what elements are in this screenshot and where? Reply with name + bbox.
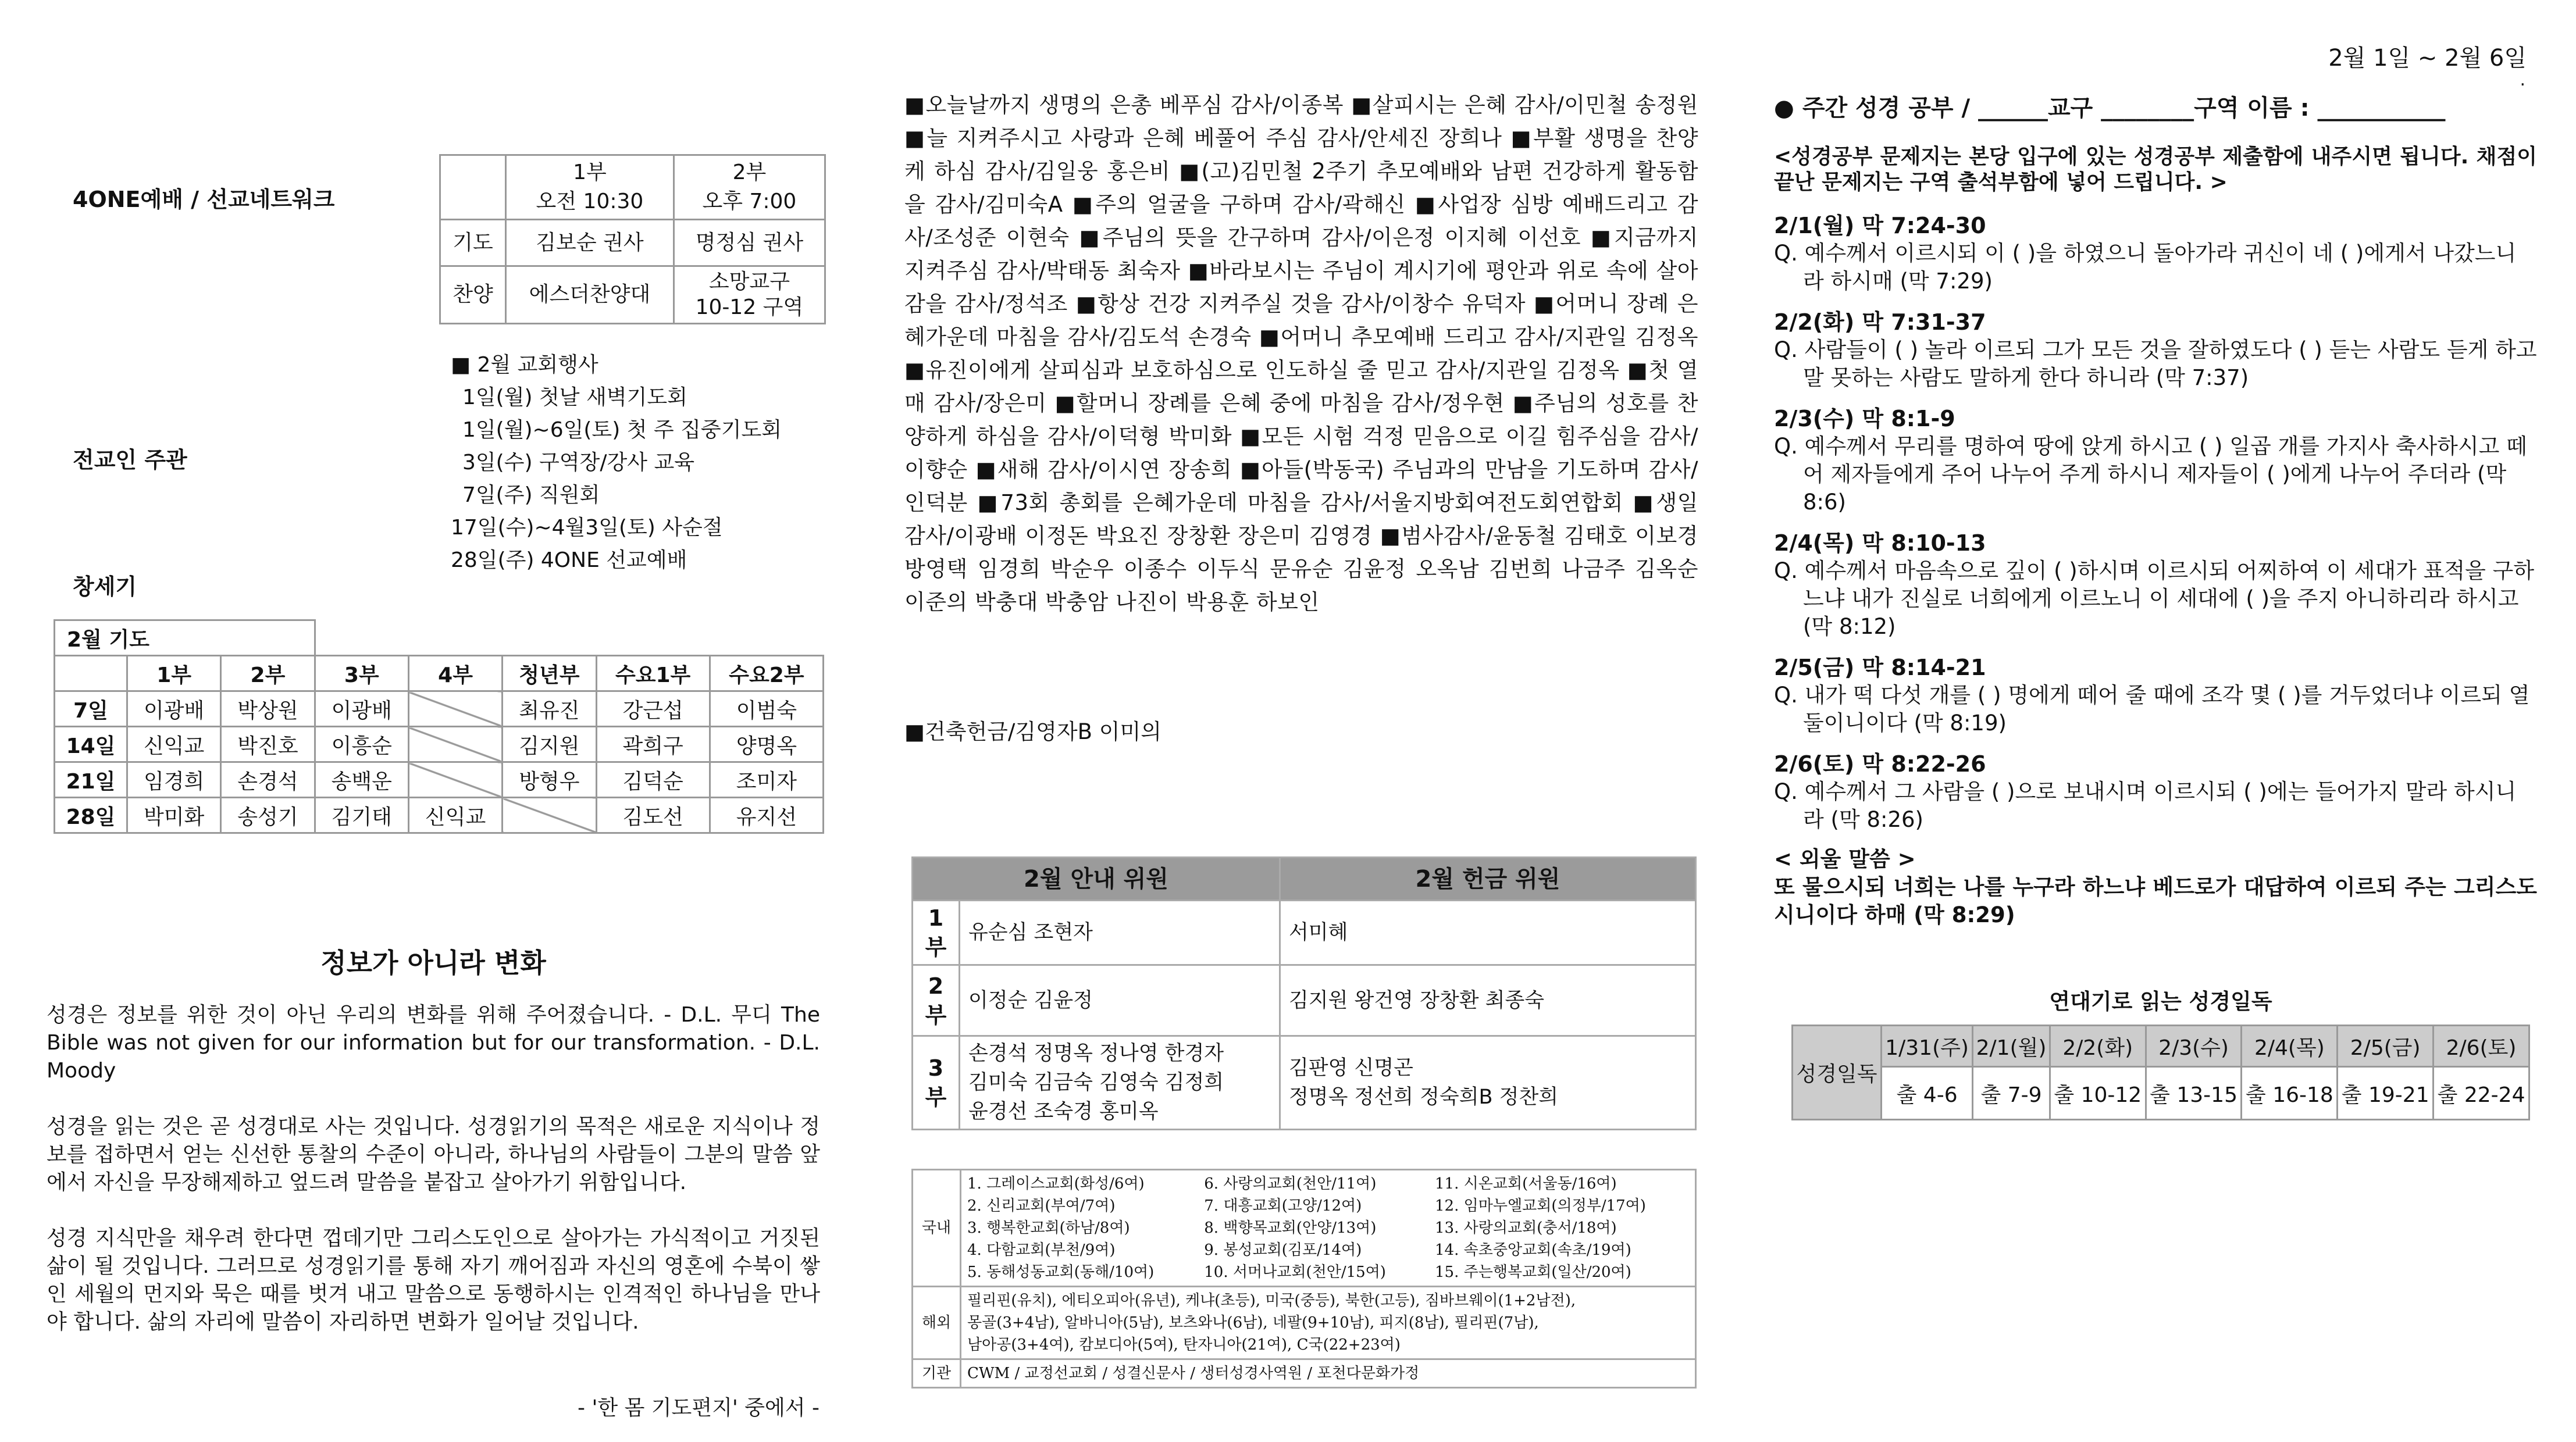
church-item: 12. 임마누엘교회(의정부/17여): [1435, 1197, 1646, 1215]
schedule-corner: [440, 155, 506, 220]
committee-guide-cell: [960, 965, 1280, 1036]
committee-names: 윤경선 조숙경 홍미옥: [968, 1100, 1159, 1123]
org-label: 기관: [913, 1359, 961, 1388]
reading-value: 출 7-9: [1973, 1067, 2050, 1120]
event-item: 28일(주) 4ONE 선교예배: [451, 548, 687, 572]
prayer-header: 청년부: [503, 656, 596, 691]
reading-value: 출 22-24: [2434, 1067, 2529, 1120]
prayer-cell: 박미화: [127, 798, 221, 833]
prayer-cell-empty: [408, 691, 502, 727]
label-4one-worship: 4ONE예배 / 선교네트워크: [73, 187, 335, 212]
essay-paragraph: 성경 지식만을 채우려 한다면 껍데기만 그리스도인으로 살아가는 가식적이고 거짓된 삶이 될 것입니다. 그러므로 성경읽기를 통해 자기 깨어짐과 자신의 영혼에 수북이 쌓인 세월의 먼지와 묵은 때를 벗겨 내고 말씀으로 동행하시는 인격적인 하나님을 만나야 합니다. 삶의 자리에 말씀이 자리하면 변화가 일어날 것입니다.: [47, 1226, 820, 1334]
committee-guide-cell: [960, 901, 1280, 965]
study-question-block: [1774, 529, 2537, 641]
committee-names: 이정순 김윤정: [968, 988, 1093, 1012]
reading-date: 2/6(토): [2434, 1026, 2529, 1067]
reading-date: 2/5(금): [2338, 1026, 2434, 1067]
committee-names: 김미숙 김금숙 김영숙 김정희: [968, 1071, 1224, 1094]
prayer-date: 28일: [55, 798, 127, 833]
committee-offering-cell: [1280, 1036, 1696, 1130]
prayer-cell: 김덕순: [596, 762, 710, 798]
schedule-col2-line1: 2부: [732, 160, 767, 184]
essay-paragraph: 성경은 정보를 위한 것이 아닌 우리의 변화를 위해 주어졌습니다. - D.L. 무디 The Bible was not given for our information but for our transformation. - D.L. Moody: [47, 1003, 820, 1083]
prayer-header: 1부: [127, 656, 221, 691]
schedule-col1-line2: 오전 10:30: [536, 190, 644, 213]
prayer-cell: 박진호: [221, 727, 315, 762]
committee-names: 손경석 정명옥 정나영 한경자: [968, 1042, 1224, 1065]
study-question-text: Q. 내가 떡 다섯 개를 ( ) 명에게 떼어 줄 때에 조각 몇 ( )를 거두었더냐 이르되 열둘이니이다 (막 8:19): [1774, 683, 2530, 736]
reading-date: 2/2(화): [2050, 1026, 2146, 1067]
prayer-row: [55, 762, 824, 798]
study-question-block: [1774, 405, 2537, 516]
prayer-cell: 박상원: [221, 691, 315, 727]
events-title: ■ 2월 교회행사: [451, 353, 598, 377]
essay-title: 정보가 아니라 변화: [320, 947, 546, 979]
church-item: 8. 백향목교회(안양/13여): [1204, 1219, 1377, 1237]
prayer-cell: 송성기: [221, 798, 315, 833]
study-question-block: [1774, 212, 2537, 295]
church-item: 10. 서머나교회(천안/15여): [1204, 1263, 1386, 1281]
church-item: 9. 봉성교회(김포/14여): [1204, 1241, 1362, 1259]
study-question-block: [1774, 750, 2537, 834]
prayer-date: 14일: [55, 727, 127, 762]
thanksgiving-offering-list: ■오늘날까지 생명의 은총 베푸심 감사/이종복 ■살피시는 은혜 감사/이민철 송정원 ■늘 지켜주시고 사랑과 은혜 베풀어 주심 감사/안세진 장희나 ■부활 생명을 찬양케 하심 감사/김일웅 홍은비 ■(고)김민철 2주기 추모예배와 남편 건강하게 활동함을 감사/김미숙A ■주의 얼굴을 구하며 감사/곽해신 ■사업장 심방 예배드리고 감사/조성준 이현숙 ■주님의 뜻을 간구하며 감사/이은정 이지혜 이선호 ■지금까지 지켜주심 감사/박태동 최숙자 ■바라보시는 주님이 계시기에 평안과 위로 속에 살아감을 감사/정석조 ■항상 건강 지켜주실 것을 감사/이창수 유덕자 ■어머니 장례 은혜가운데 마침을 감사/김도석 손경숙 ■어머니 추모예배 드리고 감사/지관일 김정옥 ■유진이에게 살피심과 보호하심으로 인도하실 줄 믿고 감사/지관일 김정옥 ■첫 열매 감사/장은미 ■할머니 장례를 은혜 중에 마침을 감사/정우현 ■주님의 성호를 찬양하게 하심을 감사/이덕형 박미화 ■모든 시험 걱정 믿음으로 이길 힘주심을 감사/이향순 ■새해 감사/이시연 장송희 ■아들(박동국) 주님과의 만남을 기도하며 감사/인덕분 ■73회 총회를 은혜가운데 마침을 감사/서울지방회여전도회연합회 ■생일 감사/이광배 이정돈 박요진 장창환 장은미 김영경 ■범사감사/윤동철 김태호 이보경 방영택 임경희 박순우 이종수 이두식 문유순 김윤정 오옥남 김번희 나금주 김옥순 이준의 박충대 박충암 나진이 박용훈 하보인: [904, 92, 1698, 615]
study-question-text: Q. 사람들이 ( ) 놀라 이르되 그가 모든 것을 잘하였도다 ( ) 듣는 사람도 듣게 하고 말 못하는 사람도 말하게 한다 하니라 (막 7:37): [1774, 337, 2537, 390]
study-question-head: 2/5(금) 막 8:14-21: [1774, 655, 1986, 680]
reading-plan-title: 연대기로 읽는 성경일독: [2049, 989, 2272, 1014]
church-item: 14. 속초중앙교회(속초/19여): [1435, 1241, 1631, 1259]
prayer-cell: 최유진: [503, 691, 596, 727]
church-item: 4. 다함교회(부천/9여): [967, 1241, 1116, 1259]
prayer-cell: 곽희구: [596, 727, 710, 762]
committee-names: 김판영 신명곤: [1289, 1056, 1413, 1080]
prayer-row: [55, 691, 824, 727]
reading-plan-label: 성경일독: [1793, 1026, 1882, 1120]
prayer-cell-empty: [503, 798, 596, 833]
study-notice: <성경공부 문제지는 본당 입구에 있는 성경공부 제출함에 내주시면 됩니다. 채점이 끝난 문제지는 구역 출석부함에 넣어 드립니다. >: [1774, 145, 2537, 194]
org-list: CWM / 교정선교회 / 성결신문사 / 생터성경사역원 / 포천다문화가정: [961, 1359, 1696, 1388]
study-question-head: 2/1(월) 막 7:24-30: [1774, 213, 1986, 238]
mission-churches-table: [911, 1169, 1697, 1389]
study-question-text: Q. 예수께서 마음속으로 깊이 ( )하시며 이르시되 어찌하여 이 세대가 표적을 구하느냐 내가 진실로 너희에게 이르노니 이 세대에 ( )을 주지 아니하리라 하시고 (막 8:12): [1774, 558, 2535, 639]
essay-paragraph: 성경을 읽는 것은 곧 성경대로 사는 것입니다. 성경읽기의 목적은 새로운 지식이나 정보를 접하면서 얻는 신선한 통찰의 수준이 아니라, 하나님의 사람들이 그분의 말씀 앞에서 자신을 무장해제하고 엎드려 말씀을 붙잡고 살아가기 위함입니다.: [47, 1115, 820, 1194]
overseas-list: [961, 1287, 1696, 1359]
prayer-header: 3부: [315, 656, 408, 691]
reading-date: 1/31(주): [1882, 1026, 1973, 1067]
schedule-cell-line: 소망교구: [708, 270, 790, 294]
event-item: 1일(월)~6일(토) 첫 주 집중기도회: [462, 418, 782, 442]
memory-verse-text: 또 물으시되 너희는 나를 누구라 하느냐 베드로가 대답하여 이르되 주는 그리스도시니이다 하매 (막 8:29): [1774, 875, 2537, 927]
schedule-col1-line1: 1부: [573, 160, 607, 184]
church-item: 11. 시온교회(서울동/16여): [1435, 1175, 1617, 1193]
prayer-cell: 방형우: [503, 762, 596, 798]
prayer-date: 21일: [55, 762, 127, 798]
reading-value: 출 19-21: [2338, 1067, 2434, 1120]
study-title: ● 주간 성경 공부 / ______교구 ________구역 이름 : ___________: [1774, 95, 2446, 122]
schedule-cell: 김보순 권사: [506, 220, 674, 266]
prayer-cell: 조미자: [710, 762, 823, 798]
overseas-label: 해외: [913, 1287, 961, 1359]
committee-offering-cell: [1280, 965, 1696, 1036]
prayer-cell: 김지원: [503, 727, 596, 762]
schedule-cell: 에스더찬양대: [506, 266, 674, 324]
committee-guide-cell: [960, 1036, 1280, 1130]
committee-names: 정명옥 정선희 정숙희B 정찬희: [1289, 1086, 1559, 1109]
church-events: [451, 349, 782, 577]
committee-names: 유순심 조현자: [968, 921, 1093, 944]
committee-row: [913, 1036, 1696, 1130]
study-question-head: 2/6(토) 막 8:22-26: [1774, 751, 1986, 777]
essay-body: [47, 1001, 820, 1364]
prayer-cell: 임경희: [127, 762, 221, 798]
prayer-cell: 이흥순: [315, 727, 408, 762]
overseas-line: 필리핀(유치), 에티오피아(유년), 케냐(초등), 미국(중등), 북한(고등), 짐바브웨이(1+2남전),: [967, 1292, 1576, 1309]
prayer-row: [55, 798, 824, 833]
study-question-text: Q. 예수께서 그 사람을 ( )으로 보내시며 이르시되 ( )에는 들어가지 말라 하시니라 (막 8:26): [1774, 779, 2517, 832]
domestic-col: [1429, 1170, 1695, 1287]
reading-date: 2/3(수): [2146, 1026, 2242, 1067]
church-item: 15. 주는행복교회(일산/20여): [1435, 1263, 1631, 1281]
church-item: 5. 동해성동교회(동해/10여): [967, 1263, 1155, 1281]
prayer-cell-empty: [408, 727, 502, 762]
essay-source: - '한 몸 기도편지' 중에서 -: [578, 1396, 820, 1420]
prayer-cell: 이범숙: [710, 691, 823, 727]
memory-verse-head: < 외울 말씀 >: [1774, 847, 1916, 872]
prayer-cell: 손경석: [221, 762, 315, 798]
corner-dot: .: [2520, 70, 2525, 90]
study-question-text: Q. 예수께서 무리를 명하여 땅에 앉게 하시고 ( ) 일곱 개를 가지사 축사하시고 떼어 제자들에게 주어 나누어 주게 하시니 제자들이 ( )에게 나누어 주더라 (막 8:6): [1774, 434, 2527, 515]
schedule-cell: 명정심 권사: [674, 220, 825, 266]
domestic-col: [961, 1170, 1199, 1287]
event-item: 3일(수) 구역장/강사 교육: [462, 451, 694, 474]
prayer-date: 7일: [55, 691, 127, 727]
reading-date: 2/1(월): [1973, 1026, 2050, 1067]
schedule-row-label: 찬양: [440, 266, 506, 324]
committee-names: 김지원 왕건영 장창환 최종숙: [1289, 988, 1545, 1012]
reading-date: 2/4(목): [2242, 1026, 2338, 1067]
committee-head-guide: 2월 안내 위원: [913, 858, 1280, 901]
committee-names: 서미혜: [1289, 921, 1348, 944]
prayer-cell: 김도선: [596, 798, 710, 833]
prayer-cell: 송백운: [315, 762, 408, 798]
committee-row: [913, 901, 1696, 965]
study-question-text: Q. 예수께서 이르시되 이 ( )을 하였으니 돌아가라 귀신이 네 ( )에게서 나갔느니라 하시매 (막 7:29): [1774, 241, 2517, 294]
committee-row: [913, 965, 1696, 1036]
study-question-head: 2/3(수) 막 8:1-9: [1774, 406, 1955, 431]
schedule-cell: [674, 266, 825, 324]
bible-study-section: [1774, 94, 2537, 929]
committee-row-label: 2부: [913, 965, 960, 1036]
prayer-cell: 이광배: [315, 691, 408, 727]
date-range: 2월 1일 ~ 2월 6일: [2328, 45, 2527, 72]
study-question-block: [1774, 654, 2537, 737]
prayer-cell: 양명옥: [710, 727, 823, 762]
event-item: 1일(월) 첫날 새벽기도회: [462, 386, 687, 409]
prayer-table: [54, 619, 824, 834]
domestic-label: 국내: [913, 1170, 961, 1287]
schedule-cell-line: 10-12 구역: [695, 295, 804, 319]
study-question-head: 2/4(목) 막 8:10-13: [1774, 530, 1986, 556]
church-item: 2. 신리교회(부여/7여): [967, 1197, 1116, 1215]
prayer-cell: 김기태: [315, 798, 408, 833]
overseas-line: 몽골(3+4남), 알바니아(5남), 보츠와나(6남), 네팔(9+10남), 피지(8남), 필리핀(7남),: [967, 1314, 1539, 1332]
reading-value: 출 4-6: [1882, 1067, 1973, 1120]
committee-head-offering: 2월 헌금 위원: [1280, 858, 1696, 901]
church-item: 1. 그레이스교회(화성/6여): [967, 1175, 1145, 1193]
prayer-row: [55, 727, 824, 762]
church-item: 7. 대흥교회(고양/12여): [1204, 1197, 1362, 1215]
committee-row-label: 3부: [913, 1036, 960, 1130]
prayer-table-title: 2월 기도: [55, 620, 315, 656]
reading-value: 출 10-12: [2050, 1067, 2146, 1120]
church-item: 13. 사랑의교회(충서/18여): [1435, 1219, 1617, 1237]
reading-value: 출 13-15: [2146, 1067, 2242, 1120]
label-genesis: 창세기: [73, 574, 137, 599]
prayer-cell: 강근섭: [596, 691, 710, 727]
committee-offering-cell: [1280, 901, 1696, 965]
study-question-head: 2/2(화) 막 7:31-37: [1774, 309, 1986, 335]
schedule-col1-header: [506, 155, 674, 220]
prayer-header: 4부: [408, 656, 502, 691]
building-offering: ■건축헌금/김영자B 이미의: [904, 719, 1161, 744]
domestic-col: [1198, 1170, 1429, 1287]
committee-table: [911, 856, 1697, 1130]
prayer-header: 수요2부: [710, 656, 823, 691]
church-item: 3. 행복한교회(하남/8여): [967, 1219, 1130, 1237]
event-item: 17일(수)~4월3일(토) 사순절: [451, 516, 723, 540]
prayer-cell-empty: [408, 762, 502, 798]
study-question-block: [1774, 308, 2537, 392]
prayer-cell: 유지선: [710, 798, 823, 833]
schedule-col2-line2: 오후 7:00: [702, 190, 797, 213]
reading-plan-table: [1791, 1025, 2530, 1120]
reading-value: 출 16-18: [2242, 1067, 2338, 1120]
schedule-row-label: 기도: [440, 220, 506, 266]
overseas-line: 남아공(3+4여), 캄보디아(5여), 탄자니아(21여), C국(22+23여): [967, 1336, 1401, 1354]
event-item: 7일(주) 직원회: [462, 483, 600, 507]
schedule-col2-header: [674, 155, 825, 220]
church-item: 6. 사랑의교회(천안/11여): [1204, 1175, 1377, 1193]
label-evangelist: 전교인 주관: [73, 447, 187, 473]
prayer-cell: 신익교: [408, 798, 502, 833]
prayer-cell: 신익교: [127, 727, 221, 762]
prayer-header: 2부: [221, 656, 315, 691]
prayer-header: 수요1부: [596, 656, 710, 691]
worship-schedule-table: [439, 154, 826, 324]
committee-row-label: 1부: [913, 901, 960, 965]
prayer-cell: 이광배: [127, 691, 221, 727]
